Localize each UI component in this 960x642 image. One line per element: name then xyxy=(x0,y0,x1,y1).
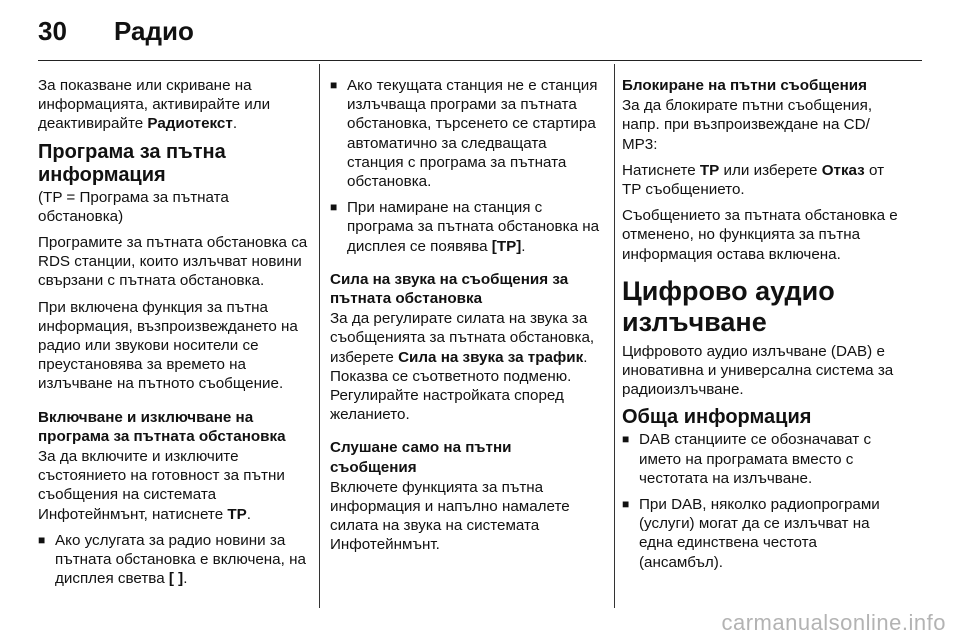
subheading-block: Блокиране на пътни съобщения xyxy=(622,77,868,94)
paragraph: Цифровото аудио излъчване (DAB) е иновативна и универсална система за радиоизлъчване. xyxy=(622,342,894,399)
bullet-icon: ■ xyxy=(330,78,338,92)
bullet-icon: ■ xyxy=(38,532,46,547)
column-middle xyxy=(330,76,602,562)
page-number: 30 xyxy=(38,16,67,46)
bullet-icon: ■ xyxy=(330,200,338,215)
watermark: carmanualsonline.info xyxy=(721,610,946,635)
column-left xyxy=(38,76,308,595)
paragraph: Включете функцията за пътна информация и напълно намалете силата на звука на системата Инфотейнмънт. xyxy=(330,478,570,554)
paragraph: За да включите и изключите състоянието на готовност за пътни съобщения на системата Инфотейнмънт, натиснете TP. xyxy=(38,448,285,523)
column-divider xyxy=(614,64,615,608)
page-header xyxy=(38,16,922,50)
list-item: ■ Ако услугата за радио новини за пътната обстановка е включена, на дисплея светва [ ]. xyxy=(38,531,306,588)
subheading-listen-only: Слушане само на пътни съобщения xyxy=(330,439,512,476)
column-divider xyxy=(319,64,320,608)
bullet-icon: ■ xyxy=(622,497,630,512)
paragraph: Натиснете TP или изберете Отказ от TP съобщението. xyxy=(622,161,885,199)
list-item: ■ При намиране на станция с програма за пътната обстановка на дисплея се появява [TP]. xyxy=(330,199,600,255)
list-item: ■ Ако текущата станция не е станция излъчваща програми за пътната обстановка, търсенето се стартира автоматично за следващата станция с програма за пътната обстановка. xyxy=(330,77,598,191)
list-item: ■ DAB станциите се обозначават с името на програмата вместо с честотата на излъчване. xyxy=(622,431,872,487)
column-right xyxy=(622,76,904,579)
paragraph: (TP = Програма за пътната обстановка) xyxy=(38,188,229,225)
section-heading-dab: Цифрово аудио излъчване xyxy=(622,275,835,337)
bullet-icon: ■ xyxy=(622,432,630,447)
list-item: ■ При DAB, няколко радиопрограми (услуги) могат да се излъчват на една единствена честота (ансамбъл). xyxy=(622,496,880,571)
section-heading-general: Обща информация xyxy=(622,406,812,429)
chapter-title: Радио xyxy=(114,16,194,46)
paragraph: Програмите за пътната обстановка са RDS станции, които излъчват новини свързани с пътната обстановка. xyxy=(38,234,308,290)
paragraph: За да регулирате силата на звука за съобщенията за пътната обстановка, изберете Сила на звука за трафик. Показва се съответното подменю. Регулирайте настройката според желанието. xyxy=(330,310,595,424)
paragraph: При включена функция за пътна информация, възпроизвеждането на радио или звукови носители се преустановява за времето на излъчване на пътното съобщение. xyxy=(38,298,298,393)
paragraph: Съобщението за пътната обстановка е отменено, но функцията за пътна информация остава включена. xyxy=(622,207,898,263)
subheading-on-off: Включване и изключване на програма за пътната обстановка xyxy=(38,408,286,445)
section-heading-traffic-program: Програма за пътна информация xyxy=(38,140,226,186)
header-divider xyxy=(38,60,922,61)
subheading-volume: Сила на звука на съобщения за пътната обстановка xyxy=(330,270,569,308)
paragraph: За показване или скриване на информацията, активирайте или деактивирайте Радиотекст. xyxy=(38,77,271,133)
paragraph: За да блокирате пътни съобщения, напр. при възпроизвеждане на CD/ MP3: xyxy=(622,97,873,153)
